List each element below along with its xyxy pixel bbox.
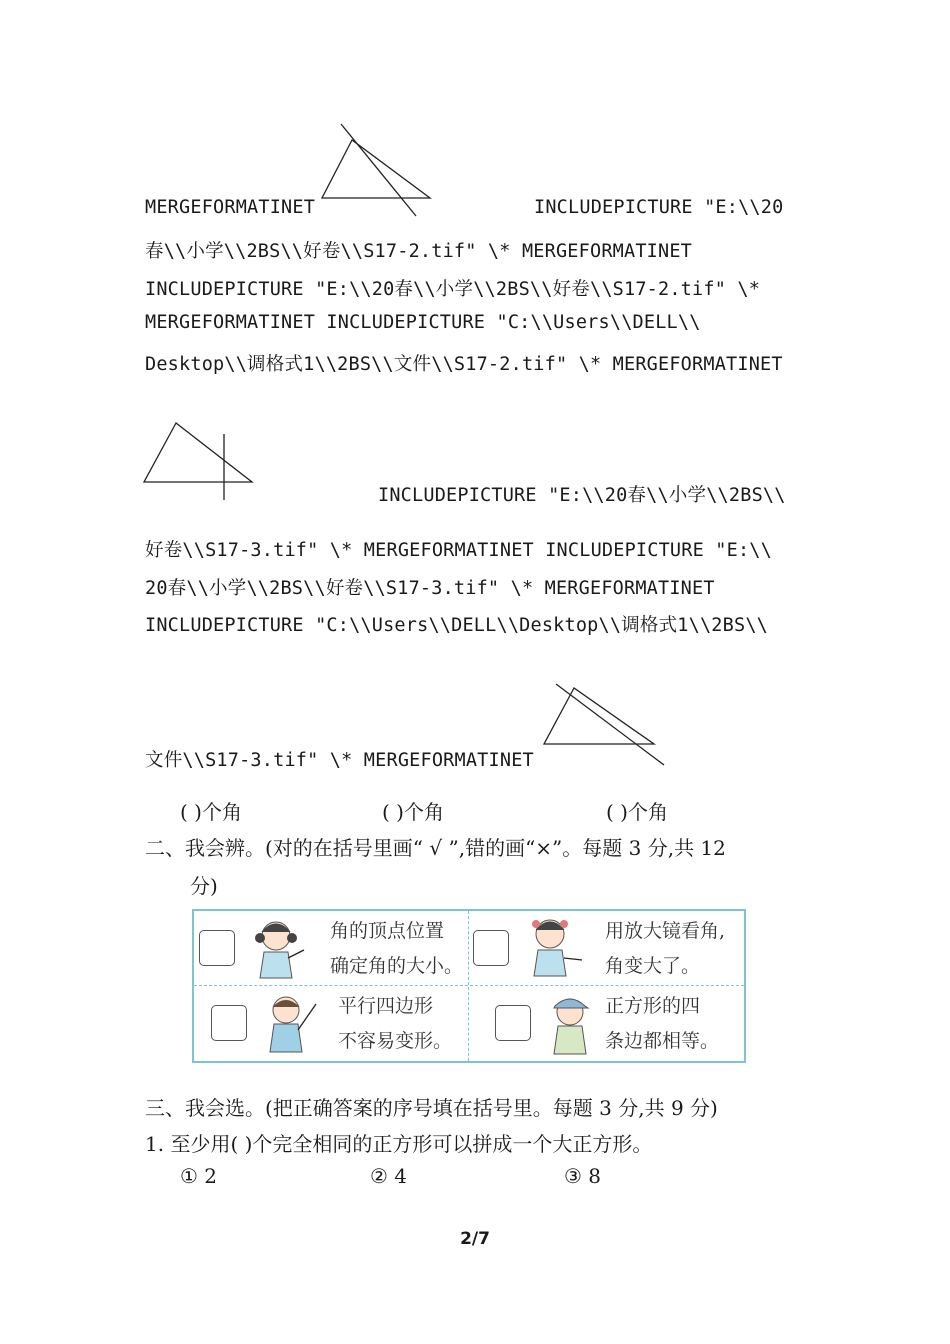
field-code-line-4: MERGEFORMATINET INCLUDEPICTURE "C:\\Users\\DELL\\ [145,312,701,333]
answer-box-1[interactable] [199,930,235,966]
option-2: ② 4 [370,1164,408,1188]
page-number: 2/7 [460,1229,490,1249]
cell3-line2: 不容易变形。 [338,1030,453,1052]
section2-title-cont: 分) [190,874,218,898]
boy-cap-avatar [546,990,596,1056]
cell1-line1: 角的顶点位置 [330,920,445,942]
section2-title: 二、我会辨。(对的在括号里画“ √ ”,错的画“×”。每题 3 分,共 12 [145,836,726,860]
boy-pointing-avatar [264,990,324,1054]
girl-magnifier-avatar [524,914,586,978]
triangle-figure-1 [318,122,438,222]
field-code-line-2: 春\\小学\\2BS\\好卷\\S17-2.tif" \* MERGEFORMATINET [145,241,693,262]
field-code-line-3: INCLUDEPICTURE "E:\\20春\\小学\\2BS\\好卷\\S17-2.tif" \* [145,279,761,300]
cell4-line1: 正方形的四 [605,995,701,1017]
angle-answer-1: ( )个角 [180,800,242,824]
option-1: ① 2 [180,1164,218,1188]
field-code-line-6: INCLUDEPICTURE "E:\\20春\\小学\\2BS\\ [378,485,786,506]
field-code-line-7: 好卷\\S17-3.tif" \* MERGEFORMATINET INCLUDEPICTURE "E:\\ [145,540,772,561]
answer-box-2[interactable] [473,930,509,966]
answer-box-4[interactable] [495,1005,531,1041]
field-code-line-1-right: INCLUDEPICTURE "E:\\20 [534,197,784,218]
field-code-line-9: INCLUDEPICTURE "C:\\Users\\DELL\\Desktop\\调格式1\\2BS\\ [145,615,768,636]
angle-answer-2: ( )个角 [382,800,444,824]
field-code-line-10: 文件\\S17-3.tif" \* MERGEFORMATINET [145,750,534,771]
answer-box-3[interactable] [211,1005,247,1041]
triangle-figure-2 [140,420,260,502]
field-code-line-5: Desktop\\调格式1\\2BS\\文件\\S17-2.tif" \* MERGEFORMATINET [145,354,783,375]
cell1-line2: 确定角的大小。 [330,955,464,977]
cell4-line2: 条边都相等。 [605,1030,720,1052]
cell2-line2: 角变大了。 [605,955,701,977]
cell2-line1: 用放大镜看角, [605,920,726,942]
triangle-figure-3 [540,682,670,770]
cell3-line1: 平行四边形 [338,995,434,1017]
girl-pigtails-avatar [252,916,310,980]
angle-answer-3: ( )个角 [606,800,668,824]
field-code-line-8: 20春\\小学\\2BS\\好卷\\S17-3.tif" \* MERGEFORMATINET [145,578,715,599]
section3-title: 三、我会选。(把正确答案的序号填在括号里。每题 3 分,共 9 分) [145,1096,718,1120]
option-3: ③ 8 [564,1164,602,1188]
question-1: 1. 至少用( )个完全相同的正方形可以拼成一个大正方形。 [145,1132,653,1156]
field-code-line-1-left: MERGEFORMATINET [145,197,316,218]
